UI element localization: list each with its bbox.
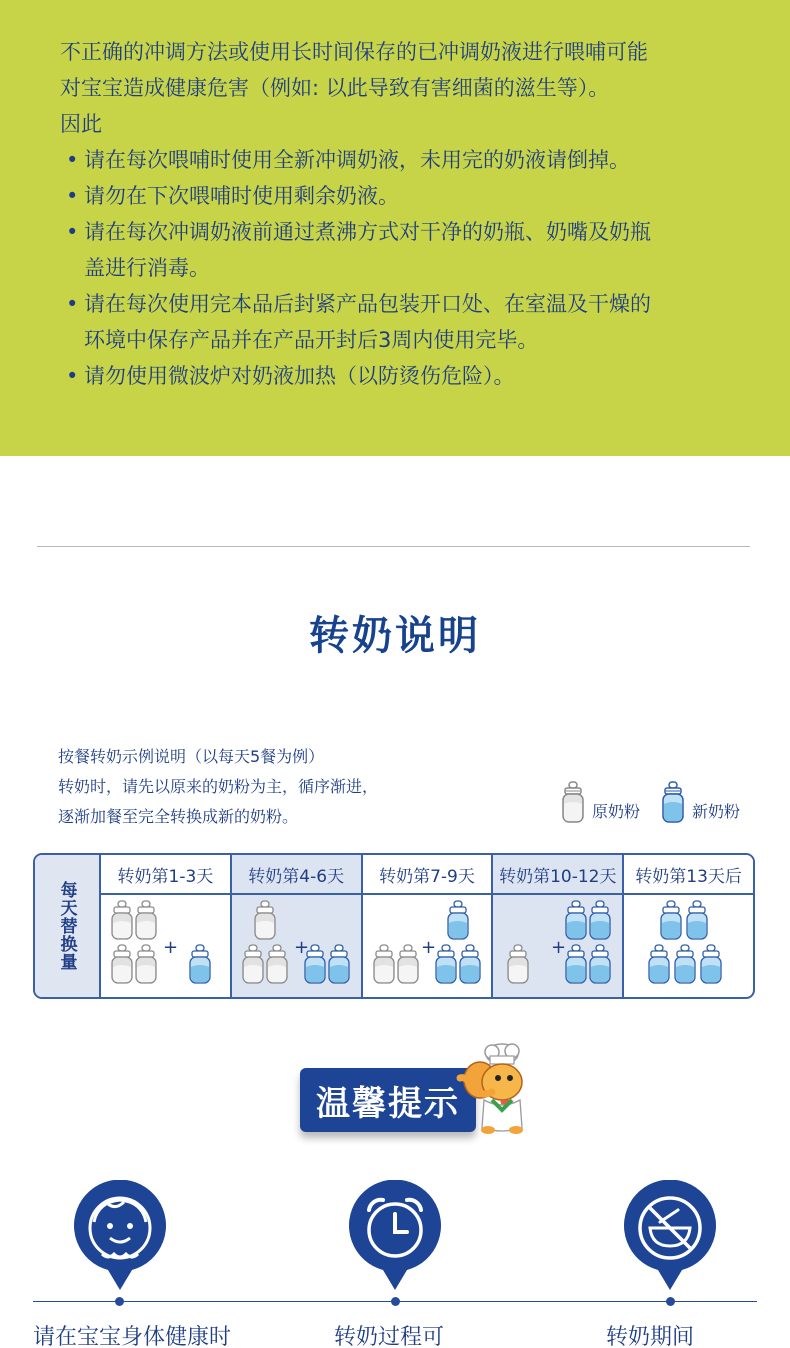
legend xyxy=(560,780,760,828)
new-formula-bottle xyxy=(661,901,681,939)
table-column xyxy=(232,855,363,997)
plus-sign: + xyxy=(293,937,309,958)
table-column xyxy=(624,855,753,997)
legend-new-label: 新奶粉 xyxy=(692,801,741,821)
column-header: 转奶第4-6天 xyxy=(232,855,361,895)
warning-item xyxy=(60,142,790,178)
table-side-header xyxy=(35,855,101,997)
intro-text xyxy=(58,742,378,832)
plus-sign: + xyxy=(420,937,436,958)
old-formula-bottle xyxy=(267,945,287,983)
plus-sign: + xyxy=(163,937,179,958)
warning-item-text: 盖进行消毒。 xyxy=(84,256,210,280)
new-formula-bottle xyxy=(460,945,480,983)
bottle-cell xyxy=(232,895,361,997)
old-formula-bottle xyxy=(255,901,275,939)
warning-item-text: 环境中保存产品并在产品开封后3周内使用完毕。 xyxy=(84,328,539,352)
old-formula-bottle xyxy=(112,945,132,983)
bottle-illustration xyxy=(101,895,231,995)
warning-item xyxy=(60,358,790,394)
intro-line: 逐渐加餐至完全转换成新的奶粉。 xyxy=(58,807,299,826)
old-formula-bottle xyxy=(508,945,528,983)
point-caption: 转奶过程可 xyxy=(334,1325,445,1348)
alarm-clock-icon xyxy=(347,1180,443,1290)
old-formula-bottle xyxy=(243,945,263,983)
new-formula-bottle xyxy=(329,945,349,983)
column-header: 转奶第7-9天 xyxy=(363,855,492,895)
bottle-cell xyxy=(624,895,753,997)
new-formula-bottle xyxy=(590,901,610,939)
side-label: 每天替换量 xyxy=(56,881,77,971)
intro-line: 按餐转奶示例说明（以每天5餐为例） xyxy=(58,747,325,766)
old-formula-bottle xyxy=(136,901,156,939)
new-formula-bottle xyxy=(448,901,468,939)
pin-clock xyxy=(347,1180,443,1290)
new-formula-bottle xyxy=(566,945,586,983)
column-header: 转奶第13天后 xyxy=(624,855,753,895)
baby-face-icon xyxy=(72,1180,168,1290)
warning-list xyxy=(60,142,790,394)
new-formula-bottle xyxy=(649,945,669,983)
bottle-illustration xyxy=(363,895,493,995)
warning-line-3: 因此 xyxy=(60,112,102,136)
timeline-dot xyxy=(391,1297,400,1306)
new-formula-bottle xyxy=(701,945,721,983)
old-formula-bottle xyxy=(374,945,394,983)
plus-sign: + xyxy=(551,937,567,958)
pin-baby xyxy=(72,1180,168,1290)
new-formula-bottle xyxy=(675,945,695,983)
old-bottle-icon xyxy=(560,780,586,828)
column-header: 转奶第10-12天 xyxy=(493,855,622,895)
legend-old-label: 原奶粉 xyxy=(592,801,641,821)
warning-item-text: 请在每次冲调奶液前通过煮沸方式对干净的奶瓶、奶嘴及奶瓶 xyxy=(84,220,651,244)
warning-item-text: 请勿在下次喂哺时使用剩余奶液。 xyxy=(84,184,399,208)
section-title: 转奶说明 xyxy=(309,613,481,659)
column-header: 转奶第1-3天 xyxy=(101,855,230,895)
warning-line-1: 不正确的冲调方法或使用长时间保存的已冲调奶液进行喂哺可能 xyxy=(60,40,648,64)
bottle-cell xyxy=(101,895,230,997)
warning-item-text: 请勿使用微波炉对奶液加热（以防烫伤危险）。 xyxy=(84,364,515,388)
table-column xyxy=(101,855,232,997)
elephant-chef-icon xyxy=(450,1040,532,1140)
old-formula-bottle xyxy=(136,945,156,983)
timeline-dot xyxy=(115,1297,124,1306)
warning-item xyxy=(60,214,790,286)
table-column xyxy=(363,855,494,997)
section-divider xyxy=(37,546,750,547)
bottle-illustration xyxy=(624,895,754,995)
table-column xyxy=(493,855,624,997)
transition-table xyxy=(33,853,755,999)
bottle-illustration xyxy=(493,895,623,995)
new-formula-bottle xyxy=(436,945,456,983)
tip-label: 温馨提示 xyxy=(316,1083,460,1124)
bottle-cell xyxy=(363,895,492,997)
new-formula-bottle xyxy=(590,945,610,983)
warning-item xyxy=(60,178,790,214)
new-formula-bottle xyxy=(566,901,586,939)
point-caption: 请在宝宝身体健康时 xyxy=(33,1325,232,1348)
warning-line-2: 对宝宝造成健康危害（例如: 以此导致有害细菌的滋生等）。 xyxy=(60,76,610,100)
intro-line: 转奶时，请先以原来的奶粉为主，循序渐进， xyxy=(58,777,379,796)
warning-item-text: 请在每次喂哺时使用全新冲调奶液，未用完的奶液请倒掉。 xyxy=(84,148,630,172)
pin-no-mix xyxy=(622,1180,718,1290)
point-caption: 转奶期间 xyxy=(606,1325,695,1348)
old-formula-bottle xyxy=(112,901,132,939)
warning-item-text: 请在每次使用完本品后封紧产品包装开口处、在室温及干燥的 xyxy=(84,292,651,316)
new-bottle-icon xyxy=(660,780,686,828)
bottle-cell xyxy=(493,895,622,997)
warning-panel xyxy=(0,0,790,456)
new-formula-bottle xyxy=(190,945,210,983)
timeline-dot xyxy=(666,1297,675,1306)
bottle-illustration xyxy=(232,895,362,995)
old-formula-bottle xyxy=(398,945,418,983)
warning-item xyxy=(60,286,790,358)
new-formula-bottle xyxy=(687,901,707,939)
no-mixing-icon xyxy=(622,1180,718,1290)
